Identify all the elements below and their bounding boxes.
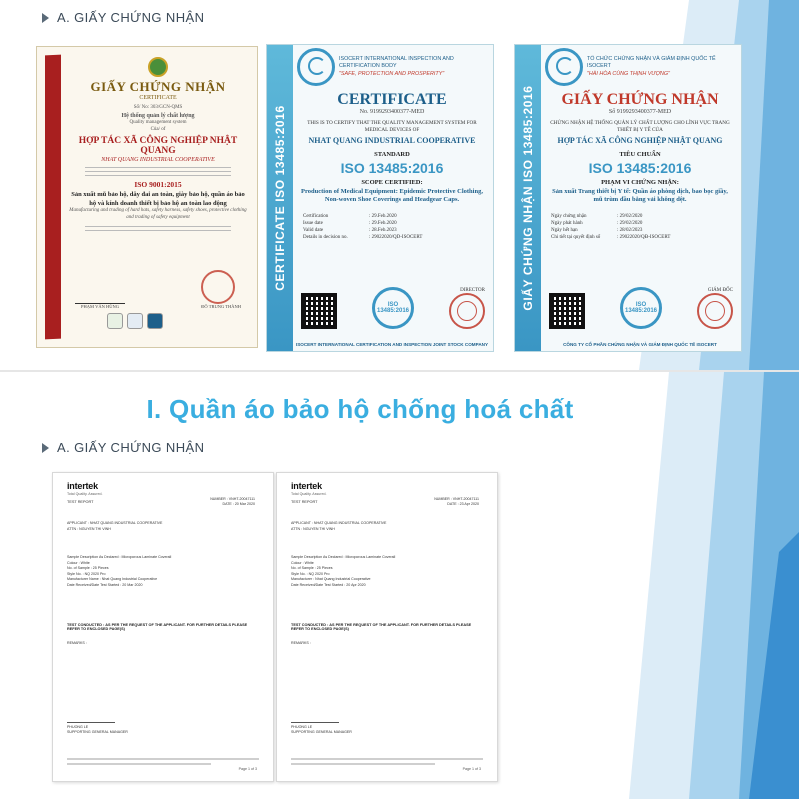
applicant-block [67,521,162,532]
test-conducted-note: TEST CONDUCTED : AS PER THE REQUEST OF THE APPLICANT. FOR FURTHER DETAILS PLEASE REFER TO ENCLOSED PAGE(S) [67,623,248,631]
page-number: Page 1 of 3 [462,767,481,771]
iso-seal-badge: ISO 13485:2016 [372,287,414,329]
director-label: GIÁM ĐỐC [707,288,733,293]
signer-name: PHUONG LE [67,725,89,729]
date-key: Valid date [303,228,324,234]
certificate-number: No. 9199293400377-MED [359,109,425,115]
certificate-iso-13485-en [266,44,494,352]
certify-intro: CHỨNG NHẬN HỆ THỐNG QUẢN LÝ CHẤT LƯỢNG CHO LĨNH VỰC TRANG THIẾT BỊ Y TẾ CỦA [550,120,730,133]
sample-field: Sample Description As Declared : Microporous Laminate Coverall [67,555,172,559]
standard-name: ISO 9001:2015 [134,180,182,190]
sample-field: Sample Description As Declared : Microporous Laminate Coverall [291,555,396,559]
standard-label: TIÊU CHUẨN [619,150,661,158]
red-seal-stamp [697,293,733,329]
applicant: APPLICANT : NHAT QUANG INDUSTRIAL COOPERATIVE [291,521,387,525]
certificate-subtitle: CERTIFICATE [139,95,177,101]
date-key: Chi tiết tại quyết định số [551,235,601,241]
date-value: : 29022020/QĐ-ISOCERT [617,235,671,241]
red-ribbon-decoration [45,55,61,340]
certificate-title: GIẤY CHỨNG NHẬN [90,79,226,94]
signature-row [67,270,249,309]
signature-block [291,713,352,736]
date-key: Ngày phát hành [551,221,583,227]
certificate-number: Số 9199293400377-MED [608,109,672,115]
document-type: TEST REPORT [67,500,94,504]
scope-text: Production of Medical Equipment: Epidemic Protective Clothing, Non-woven Shoe Coverings and Headgear Caps. [301,187,483,203]
qr-code-icon [301,293,337,329]
certify-intro: THIS IS TO CERTIFY THAT THE QUALITY MANAGEMENT SYSTEM FOR MEDICAL DEVICES OF [307,120,477,133]
sidebar-text: GIẤY CHỨNG NHẬN ISO 13485:2016 [521,85,535,311]
of-label: Của/ of [150,126,166,132]
issuer-footer: CÔNG TY CỔ PHẦN CHỨNG NHẬN VÀ GIÁM ĐỊNH QUỐC TẾ ISOCERT [563,342,717,347]
signature-line [291,713,339,723]
document-type: TEST REPORT [291,500,318,504]
date-value: : 28.Feb.2023 [369,228,397,234]
iso-standard: ISO 13485:2016 [340,159,444,176]
certificate-footer-row [301,287,485,329]
sample-field: Style No. : NQ 2020 Pro [291,571,330,576]
sample-field: No. of Sample : 25 Pieces [67,566,109,571]
sidebar-text: CERTIFICATE ISO 13485:2016 [273,105,287,291]
slide-certificates-iso [0,0,799,370]
certificate-footer-row [549,287,733,329]
sample-field: No. of Sample : 25 Pieces [291,566,333,571]
sample-field: Style No. : NQ 2020 Pro [67,571,106,576]
sample-field: Date Received/Date Test Started : 20 Apr 2020 [291,582,366,587]
scope-label: SCOPE CERTIFIED: [361,178,423,186]
section-heading [42,10,204,25]
footer-text-lines [67,758,259,768]
isocert-logo-icon [545,48,583,86]
test-report [276,472,498,782]
triangle-bullet-icon [42,13,49,23]
section-heading [42,440,204,455]
brand-tagline: Total Quality. Assured. [67,492,103,496]
sample-field: Colour : White [67,560,90,565]
date-key: Certification [303,214,329,220]
report-date: DATE : 23 Apr 2020 [447,502,479,507]
remarks-label: REMARKS : [291,641,311,645]
sample-fields [291,555,395,588]
date-value: : 29/02/2020 [617,221,643,227]
qr-code-icon [549,293,585,329]
report-number: NUMBER : VNHT-20047111 [434,497,479,501]
date-text-lines [85,226,231,231]
address-text-lines [85,167,231,176]
sample-field: Manufacturer Name : Nhat Quang Industrial Cooperative [67,577,158,582]
isocert-logo-icon [297,48,335,86]
system-label-vi: Hệ thống quản lý chất lượng [121,112,195,119]
issuer-name: TỔ CHỨC CHỨNG NHẬN VÀ GIÁM ĐỊNH QUỐC TẾ ISOCERT [587,56,716,70]
decorative-blue-shapes [629,372,799,799]
certificate-sidebar [515,45,541,351]
organization-name: NHAT QUANG INDUSTRIAL COOPERATIVE [308,135,476,145]
organization-name: HỢP TÁC XÃ CÔNG NGHIỆP NHẬT QUANG [557,135,723,145]
iso-standard: ISO 13485:2016 [588,159,692,176]
report-date: DATE : 20 Mar 2020 [222,502,255,507]
scope-text: Sản xuất Trang thiết bị Y tế: Quần áo phòng dịch, bao bọc giầy, mũ trùm đầu bằng vải không dệt. [552,187,728,203]
certificate-title: CERTIFICATE [337,91,447,108]
certificate-iso-13485-vi [514,44,742,352]
page-number: Page 1 of 3 [238,767,257,771]
signer-title: SUPPORTING GENERAL MANAGER [291,730,352,735]
certificate-title: GIẤY CHỨNG NHẬN [561,91,719,108]
certificate-dates [303,214,481,240]
report-number: NUMBER : VNHT-20047111 [210,497,255,501]
issuer-name: ISOCERT INTERNATIONAL INSPECTION AND CERTIFICATION BODY [339,56,454,70]
signer-title: SUPPORTING GENERAL MANAGER [67,730,128,735]
triangle-bullet-icon [42,443,49,453]
sample-field: Date Received/Date Test Started : 20 Mar 2020 [67,582,143,587]
certificate-sidebar [267,45,293,351]
brand-tagline: Total Quality. Assured. [291,492,327,496]
attention: ATTN : NGUYEN THI VINH [67,526,111,531]
intertek-logo: intertek [291,481,322,491]
organization-name-en: NHAT QUANG INDUSTRIAL COOPERATIVE [101,157,215,164]
scope-vi: Sản xuất mũ bảo hộ, dây đai an toàn, giày bảo hộ, quần áo bảo hộ và kính doanh thiết bị bảo hộ an toàn lao động [71,191,245,207]
intertek-logo: intertek [67,481,98,491]
red-seal-stamp [449,293,485,329]
section-heading-text: A. GIẤY CHỨNG NHẬN [57,10,205,25]
section-heading-text: A. GIẤY CHỨNG NHẬN [57,440,205,455]
attention: ATTN : NGUYEN THI VINH [291,526,335,531]
applicant-block [291,521,386,532]
accreditation-badges [107,313,163,329]
date-value: : 29.Feb.2020 [369,214,397,220]
scope-en: Manufacturing and trading of hard hats, safety harness, safety shoes, protective clothing and trading of safety equipment [69,208,247,220]
date-key: Ngày hết hạn [551,228,578,234]
applicant: APPLICANT : NHAT QUANG INDUSTRIAL COOPERATIVE [67,521,163,525]
certificate-dates [551,214,729,240]
sample-fields [67,555,171,588]
sample-field: Colour : White [291,560,314,565]
date-value: : 28/02/2023 [617,228,643,234]
signature-line [75,290,125,304]
report-number-block [434,497,479,507]
date-value: : 29.Feb.2020 [369,221,397,227]
system-label-en: Quality management system [129,119,187,125]
date-key: Issue date [303,221,323,227]
certificate-number: Số/ No: 303/GCN-QMS [133,105,183,110]
test-conducted-note: TEST CONDUCTED : AS PER THE REQUEST OF THE APPLICANT. FOR FURTHER DETAILS PLEASE REFER TO ENCLOSED PAGE(S) [291,623,472,631]
standard-label: STANDARD [374,150,410,158]
signer-name: PHẠM VĂN HÙNG [81,304,119,309]
report-number-block [210,497,255,507]
director-label: DIRECTOR [460,288,485,293]
page-title: I. Quần áo bảo hộ chống hoá chất [146,394,574,424]
date-value: : 29/02/2020 [617,214,643,220]
scope-label: PHẠM VI CHỨNG NHẬN: [601,178,679,186]
signature-line [67,713,115,723]
signature-block [67,713,128,736]
test-report [52,472,274,782]
accreditation-badge-icon [107,313,123,329]
date-key: Details in decision no. [303,235,348,241]
iaf-badge-icon [147,313,163,329]
issuer-slogan: "SAFE, PROTECTION AND PROSPERITY" [339,70,445,77]
signer-name: PHUONG LE [291,725,313,729]
organization-name-vi: HỢP TÁC XÃ CÔNG NGHIỆP NHẬT QUANG [78,136,238,157]
remarks-label: REMARKS : [67,641,87,645]
date-key: Ngày chứng nhận [551,214,587,220]
issuer-slogan: "HÀI HÒA CÙNG THỊNH VƯỢNG" [587,70,670,77]
certifier-logo-icon [148,57,168,77]
red-seal-stamp [201,270,235,304]
issuer-footer: ISOCERT INTERNATIONAL CERTIFICATION AND INSPECTION JOINT STOCK COMPANY [295,342,489,347]
certificate-iso-9001 [36,46,258,348]
signer2-name: ĐỖ TRUNG THÀNH [201,304,241,309]
accreditation-badge-icon [127,313,143,329]
date-value: : 29022020/QD-ISOCERT [369,235,423,241]
sample-field: Manufacturer : Nhat Quang Industrial Cooperative [291,577,371,582]
slide-chemical-protective-clothing [0,372,799,799]
footer-text-lines [291,758,483,768]
iso-seal-badge: ISO 13485:2016 [620,287,662,329]
